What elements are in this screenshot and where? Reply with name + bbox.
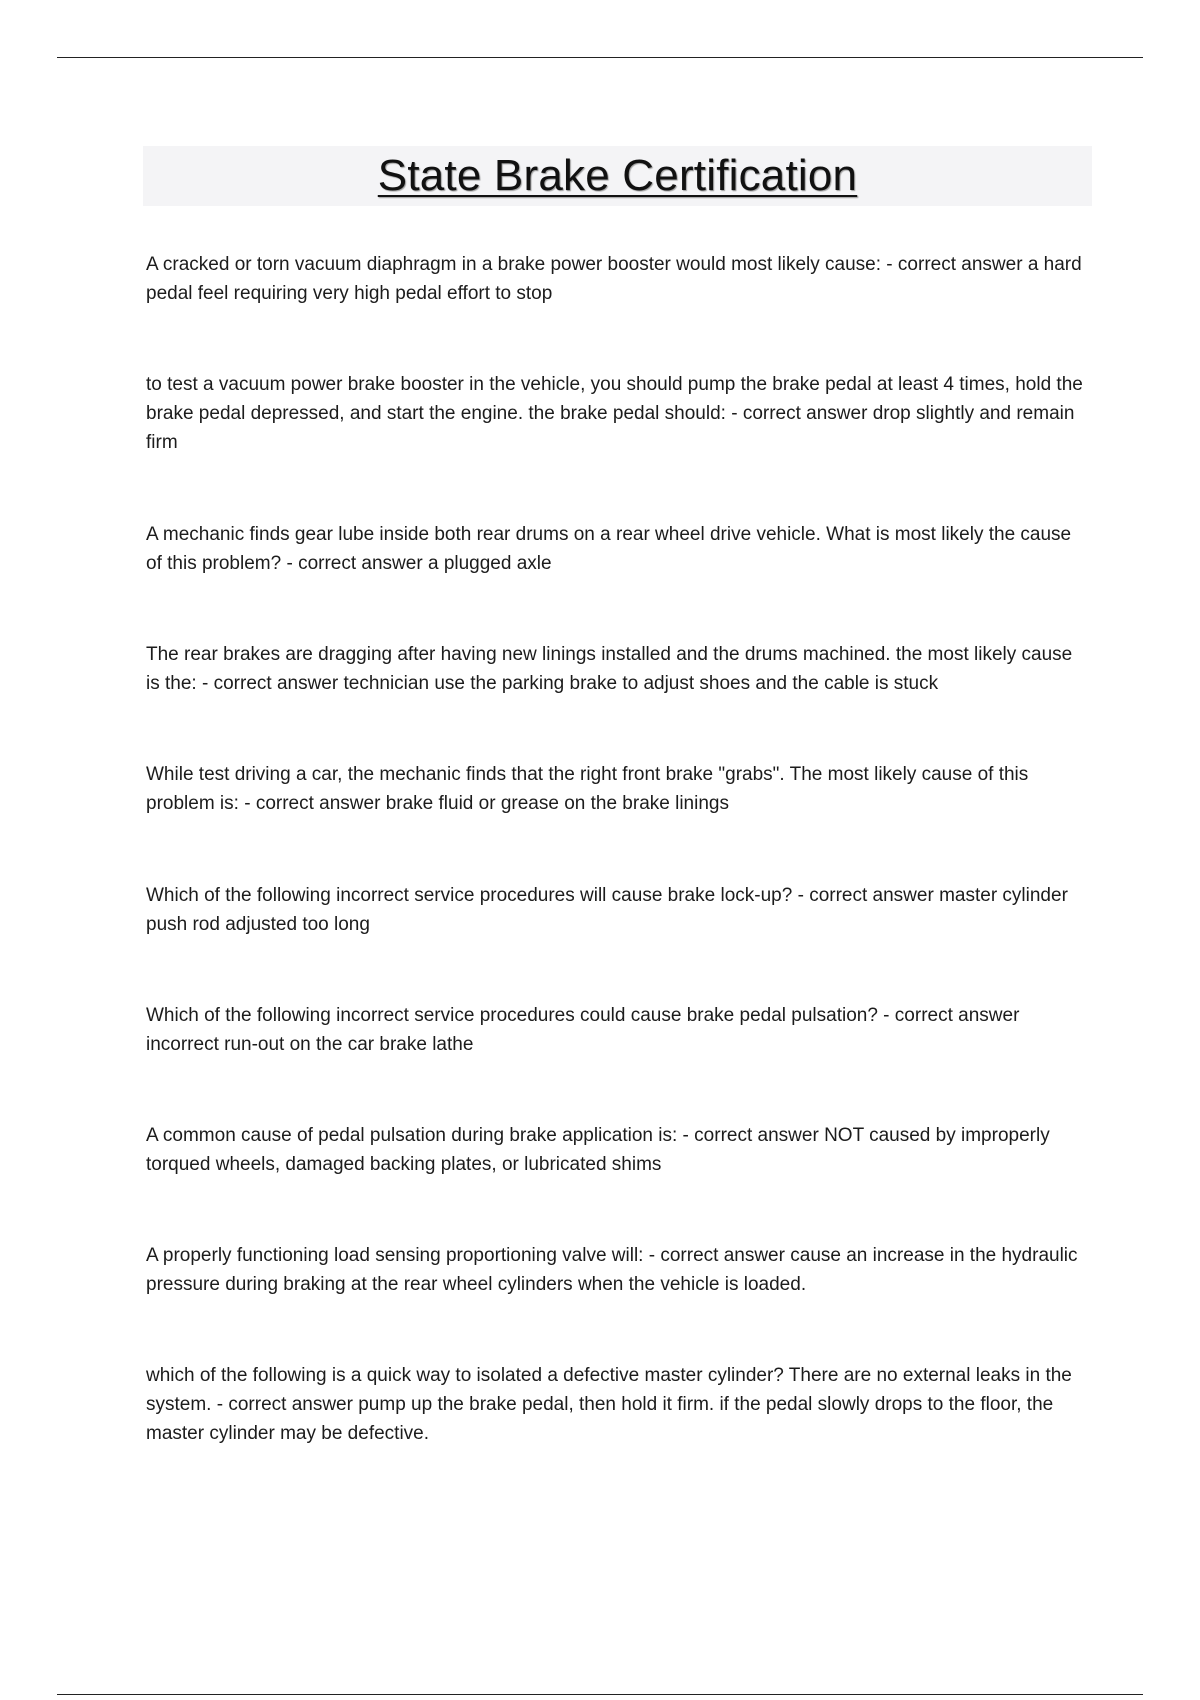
separator: - [725,403,743,424]
bottom-rule [57,1694,1143,1695]
separator: - [677,1125,695,1146]
answer-text: master cylinder push rod adjusted too long [146,885,1074,935]
qa-item-1 [146,250,1086,308]
separator: - [281,553,299,574]
qa-item-9 [146,1241,1086,1299]
separator: - [792,885,810,906]
answer-text: a plugged axle [427,553,552,574]
qa-item-6 [146,881,1086,939]
separator: - [877,1005,895,1026]
qa-item-3 [146,520,1086,578]
title-band [143,146,1092,206]
answer-text: pump up the brake pedal, then hold it firm. if the pedal slowly drops to the floor, the master cylinder may be defective. [146,1394,1059,1444]
answer-label: correct answer [809,885,934,906]
qa-item-2 [146,370,1089,457]
separator: - [196,673,214,694]
answer-label: correct answer [228,1394,353,1415]
question-text: A common cause of pedal pulsation during brake application is: [146,1125,678,1146]
top-rule [57,57,1143,58]
question-text: A cracked or torn vacuum diaphragm in a brake power booster would most likely cause: [146,254,882,275]
question-text: to test a vacuum power brake booster in the vehicle, you should pump the brake pedal at least 4 times, hold the brake pedal depressed, and start the engine. the brake pedal should: [146,374,1089,424]
answer-label: correct answer [897,254,1023,275]
answer-text: incorrect run-out on the car brake lathe [146,1034,474,1055]
answer-text: cause an increase in the hydraulic pressure during braking at the rear wheel cylinders when the vehicle is loaded. [146,1245,1083,1295]
question-text: Which of the following incorrect service procedures will cause brake lock-up? [146,885,793,906]
answer-label: correct answer [213,673,339,694]
qa-item-5 [146,760,1086,818]
qa-item-10 [146,1361,1086,1448]
separator: - [211,1394,229,1415]
answer-text: technician use the parking brake to adjust shoes and the cable is stuck [343,673,939,694]
answer-label: correct answer [694,1125,819,1146]
question-text: which of the following is a quick way to isolated a defective master cylinder? There are no external leaks in the system. [146,1365,1078,1415]
qa-item-4 [146,640,1086,698]
answer-label: correct answer [255,793,381,814]
answer-text: a hard pedal feel requiring very high pedal effort to stop [146,254,1087,304]
question-text: Which of the following incorrect service procedures could cause brake pedal pulsation? [146,1005,878,1026]
answer-label: correct answer [298,553,423,574]
answer-label: correct answer [894,1005,1020,1026]
separator: - [881,254,898,275]
answer-text: brake fluid or grease on the brake linings [385,793,729,814]
qa-item-7 [146,1001,1086,1059]
question-text: While test driving a car, the mechanic finds that the right front brake "grabs". The most likely cause of this problem is: [146,764,1034,814]
qa-item-8 [146,1121,1086,1179]
document-title: State Brake Certification [377,151,858,200]
question-text: The rear brakes are dragging after having new linings installed and the drums machined. the most likely cause is the: [146,644,1078,694]
question-text: A properly functioning load sensing proportioning valve will: [146,1245,644,1266]
separator: - [238,793,256,814]
answer-text: drop slightly and remain firm [146,403,1080,453]
answer-text: NOT caused by improperly torqued wheels, damaged backing plates, or lubricated shims [146,1125,1055,1175]
separator: - [643,1245,661,1266]
answer-label: correct answer [742,403,868,424]
answer-label: correct answer [660,1245,785,1266]
question-text: A mechanic finds gear lube inside both rear drums on a rear wheel drive vehicle. What is most likely the cause of this problem? [146,524,1077,574]
